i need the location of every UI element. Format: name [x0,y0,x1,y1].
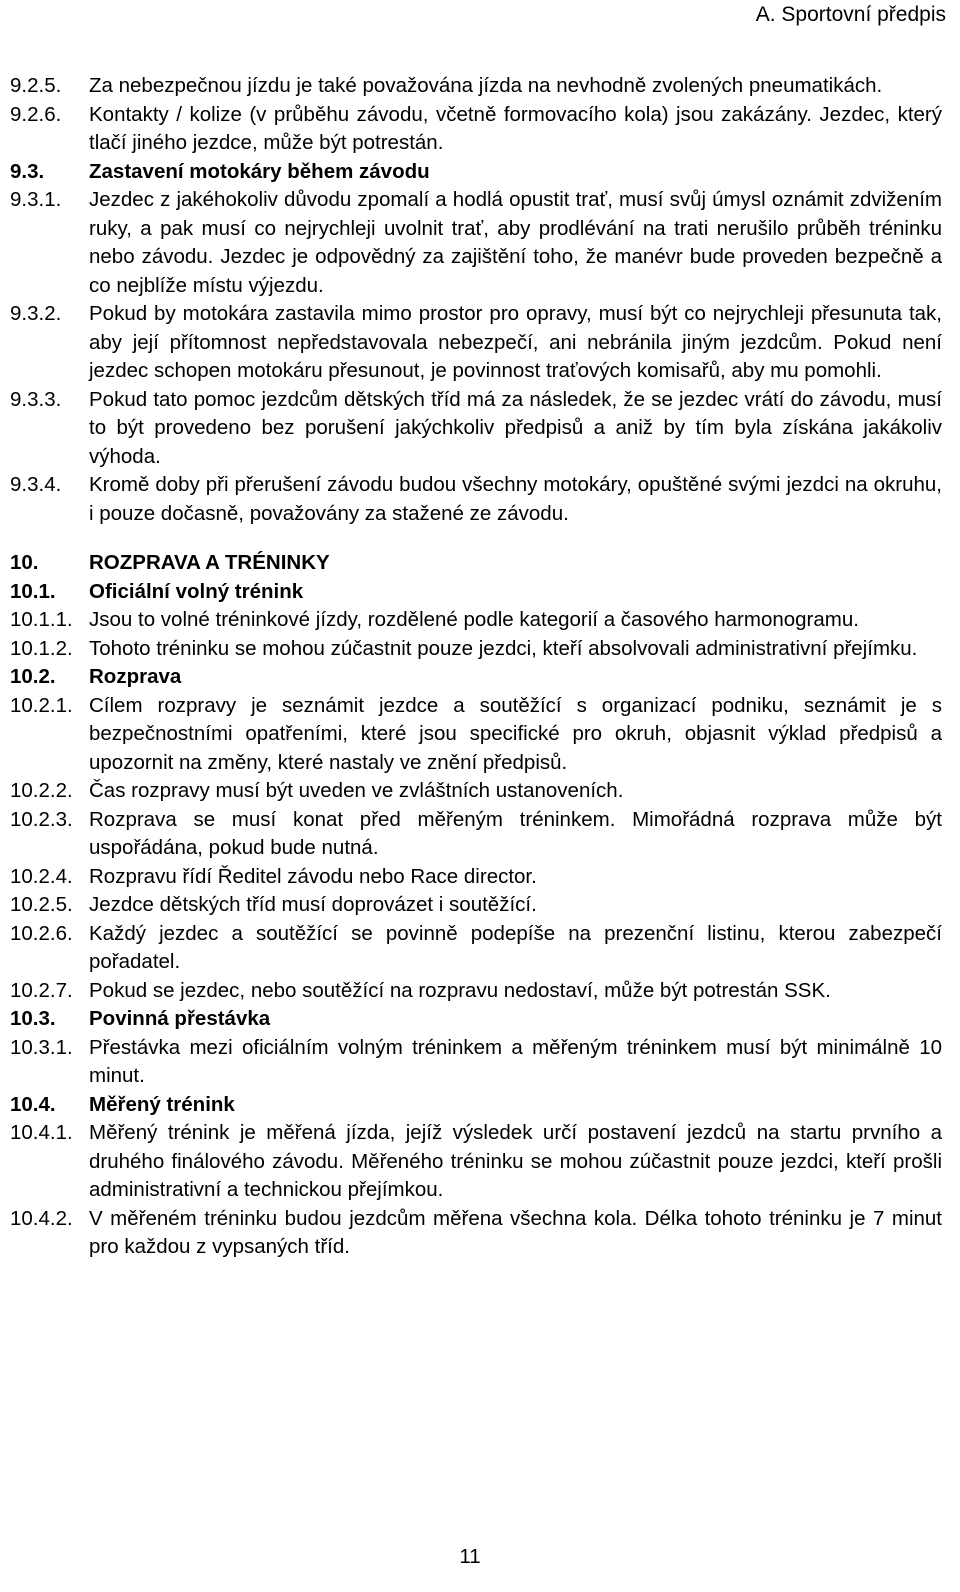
paragraph-text: Přestávka mezi oficiálním volným tréninkem a měřeným tréninkem musí být minimálně 10 minut. [89,1035,942,1087]
paragraph-text: Za nebezpečnou jízdu je také považována jízda na nevhodně zvolených pneumatikách. [89,74,883,97]
paragraph-number: 10.2. [10,665,56,688]
paragraph-text: Každý jezdec a soutěžící se povinně podepíše na prezenční listinu, kterou zabezpečí pořadatel. [89,921,942,973]
paragraph-number: 9.3.2. [10,302,62,325]
paragraph-number: 10.3. [10,1007,56,1030]
paragraph-text: Čas rozpravy musí být uveden ve zvláštních ustanoveních. [89,779,624,802]
paragraph-number: 10.4.1. [10,1121,73,1144]
heading-text: Povinná přestávka [89,1007,271,1030]
paragraph-number: 10.4.2. [10,1206,73,1230]
numbered-paragraph [10,692,942,778]
paragraph-number: 9.2.5. [10,74,62,97]
section-heading [10,549,942,578]
paragraph-text: Jezdec z jakéhokoliv důvodu zpomalí a hodlá opustit trať, musí svůj úmysl oznámit zdvižením ruky, a pak musí co nejrychleji uvolnit trať, aby prodlévání na trati nerušilo průběh tréninku nebo závodu. Jezdec je odpovědný za zajištění toho, že manévr bude proveden bezpečně a co nejblíže místu výjezdu. [89,188,942,297]
numbered-paragraph [10,1034,942,1091]
numbered-paragraph [10,891,942,920]
numbered-paragraph [10,72,942,101]
paragraph-text: V měřeném tréninku budou jezdcům měřena všechna kola. Délka tohoto tréninku je 7 minut pro každou z vypsaných tříd. [89,1206,942,1258]
numbered-paragraph [10,1205,942,1262]
paragraph-number: 10.2.7. [10,978,73,1002]
paragraph-number: 10.1. [10,579,56,603]
paragraph-text: Měřený trénink je měřená jízda, jejíž výsledek určí postavení jezdců na startu prvního a druhého finálového závodu. Měřeného tréninku se mohou zúčastnit pouze jezdci, kteří prošli administrativní a technickou přejímkou. [89,1121,942,1201]
section-heading [10,663,942,692]
numbered-paragraph [10,186,942,300]
paragraph-text: Pokud se jezdec, nebo soutěžící na rozpravu nedostaví, může být potrestán SSK. [89,978,831,1002]
paragraph-number: 10.2.5. [10,893,73,916]
document-body [10,72,942,1262]
heading-text: Oficiální volný trénink [89,579,304,603]
paragraph-text: Jezdce dětských tříd musí doprovázet i soutěžící. [89,893,537,916]
numbered-paragraph [10,606,942,635]
numbered-paragraph [10,977,942,1006]
heading-text: Měřený trénink [89,1092,235,1116]
paragraph-number: 10.2.1. [10,693,73,717]
paragraph-number: 10.1.2. [10,636,73,660]
paragraph-text: Tohoto tréninku se mohou zúčastnit pouze jezdci, kteří absolvovali administrativní přejímku. [89,636,918,660]
paragraph-number: 10.2.6. [10,921,73,945]
numbered-paragraph [10,635,942,664]
paragraph-number: 10.1.1. [10,608,73,631]
paragraph-text: Cílem rozpravy je seznámit jezdce a soutěžící s organizací podniku, seznámit je s bezpečnostními opatřeními, které jsou specifické pro okruh, objasnit výklad předpisů a upozornit na změny, které nastaly ve znění předpisů. [89,693,942,774]
section-heading [10,158,942,187]
paragraph-text: Kromě doby při přerušení závodu budou všechny motokáry, opuštěné svými jezdci na okruhu, i pouze dočasně, považovány za stažené ze závodu. [89,473,942,525]
paragraph-text: Kontakty / kolize (v průběhu závodu, včetně formovacího kola) jsou zakázány. Jezdec, který tlačí jiného jezdce, může být potrestán. [89,102,942,154]
section-gap [10,528,942,549]
paragraph-number: 9.3.4. [10,473,62,496]
numbered-paragraph [10,471,942,528]
paragraph-number: 9.3.3. [10,387,62,411]
paragraph-number: 10.2.2. [10,779,73,802]
numbered-paragraph [10,920,942,977]
section-heading [10,1005,942,1034]
heading-text: ROZPRAVA A TRÉNINKY [89,551,330,574]
section-heading [10,578,942,607]
heading-text: Zastavení motokáry během závodu [89,159,430,183]
paragraph-number: 10.2.4. [10,864,73,888]
paragraph-text: Jsou to volné tréninkové jízdy, rozdělené podle kategorií a časového harmonogramu. [89,608,859,631]
paragraph-number: 10.4. [10,1092,56,1116]
paragraph-text: Rozpravu řídí Ředitel závodu nebo Race director. [89,864,537,888]
paragraph-text: Pokud tato pomoc jezdcům dětských tříd má za následek, že se jezdec vrátí do závodu, musí to být provedeno bez porušení jakýchkoliv předpisů a aniž by tím byla získána jakákoliv výhoda. [89,387,942,468]
paragraph-number: 9.3. [10,159,45,183]
paragraph-number: 10.3.1. [10,1035,73,1059]
numbered-paragraph [10,806,942,863]
heading-text: Rozprava [89,665,182,688]
paragraph-number: 10. [10,551,39,574]
numbered-paragraph [10,300,942,386]
numbered-paragraph [10,101,942,158]
numbered-paragraph [10,777,942,806]
paragraph-text: Rozprava se musí konat před měřeným tréninkem. Mimořádná rozprava může být uspořádána, pokud bude nutná. [89,807,942,859]
page-number: 11 [459,1545,481,1568]
page-header: A. Sportovní předpis [755,3,946,26]
section-heading [10,1091,942,1120]
paragraph-number: 9.2.6. [10,102,62,126]
paragraph-number: 10.2.3. [10,807,73,831]
paragraph-number: 9.3.1. [10,188,62,211]
numbered-paragraph [10,1119,942,1205]
numbered-paragraph [10,386,942,472]
paragraph-text: Pokud by motokára zastavila mimo prostor pro opravy, musí být co nejrychleji přesunuta tak, aby její přítomnost nepředstavovala nebezpečí, ani nebránila jiným jezdcům. Pokud není jezdec schopen motokáru přesunout, je povinnost traťových komisařů, aby mu pomohli. [89,302,942,382]
numbered-paragraph [10,863,942,892]
